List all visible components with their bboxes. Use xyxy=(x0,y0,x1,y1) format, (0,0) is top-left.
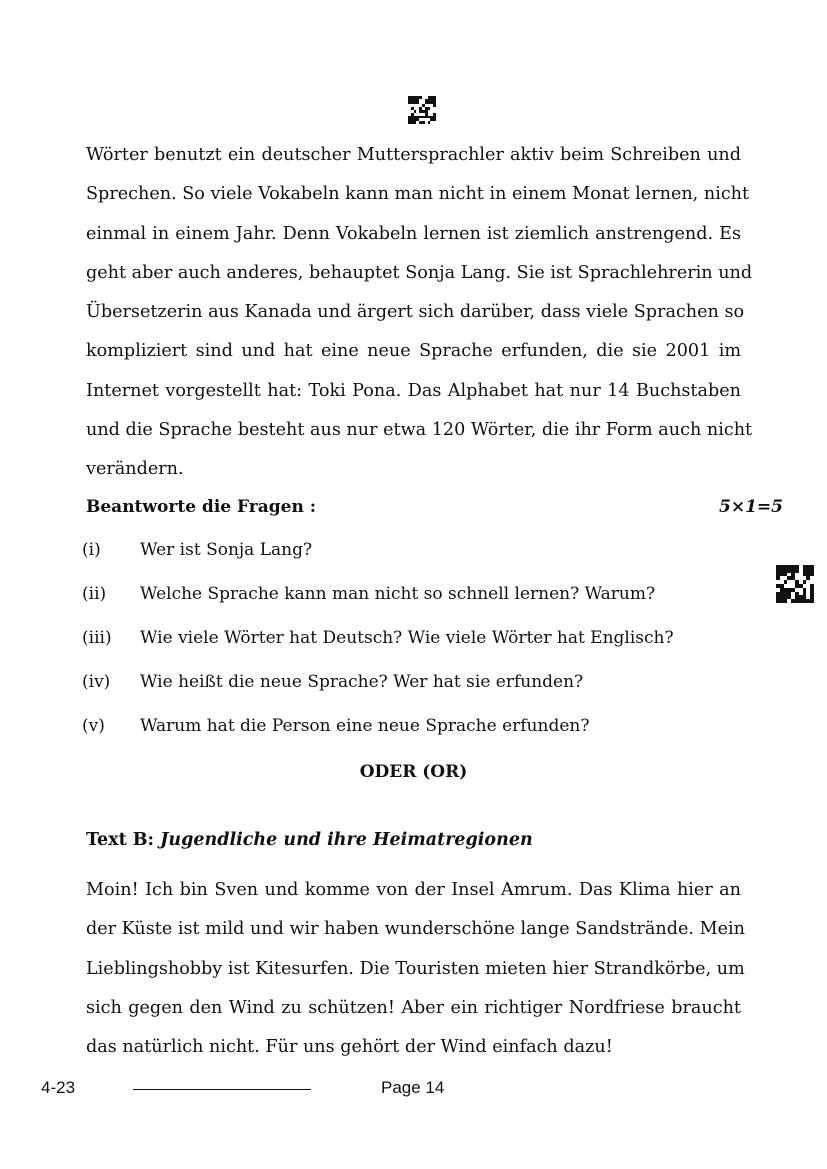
passage-a-line: Wörter benutzt ein deutscher Muttersprachler aktiv beim Schreiben und xyxy=(86,145,741,165)
passage-b-line: Lieblingshobby ist Kitesurfen. Die Touristen mieten hier Strandkörbe, um xyxy=(86,958,745,979)
text-b-title: Jugendliche und ihre Heimatregionen xyxy=(160,830,533,850)
question-text: Wie heißt die neue Sprache? Wer hat sie erfunden? xyxy=(140,672,584,692)
question-item xyxy=(82,716,732,760)
page-number: Page 14 xyxy=(381,1078,445,1097)
text-b-heading xyxy=(86,830,533,850)
passage-a-line: und die Sprache besteht aus nur etwa 120 Wörter, die ihr Form auch nicht xyxy=(86,420,753,441)
text-b-label: Text B: xyxy=(86,830,155,850)
passage-b-line: sich gegen den Wind zu schützen! Aber ein richtiger Nordfriese braucht xyxy=(86,997,741,1018)
passage-a-line: einmal in einem Jahr. Denn Vokabeln lernen ist ziemlich anstrengend. Es xyxy=(86,223,741,244)
questions-list xyxy=(82,540,732,760)
question-text: Wer ist Sonja Lang? xyxy=(140,540,313,560)
oder-separator: ODER (OR) xyxy=(359,762,468,782)
qr-code-side xyxy=(776,565,814,603)
question-number: (iv) xyxy=(82,672,111,692)
marks-label: 5×1=5 xyxy=(719,497,783,517)
passage-a-line: Internet vorgestellt hat: Toki Pona. Das Alphabet hat nur 14 Buchstaben xyxy=(86,380,741,401)
passage-a-line: verändern. xyxy=(86,459,184,480)
question-number: (iii) xyxy=(82,628,112,648)
question-number: (i) xyxy=(82,540,101,560)
question-number: (ii) xyxy=(82,584,107,604)
questions-heading: Beantworte die Fragen : xyxy=(86,497,317,517)
question-item xyxy=(82,672,732,716)
question-number: (v) xyxy=(82,716,105,736)
passage-b-line: der Küste ist mild und wir haben wunderschöne lange Sandstrände. Mein xyxy=(86,919,745,940)
passage-a-line: geht aber auch anderes, behauptet Sonja Lang. Sie ist Sprachlehrerin und xyxy=(86,262,753,283)
passage-a-line: Sprechen. So viele Vokabeln kann man nicht in einem Monat lernen, nicht xyxy=(86,184,750,205)
question-item xyxy=(82,584,732,628)
passage-b-line: Moin! Ich bin Sven und komme von der Insel Amrum. Das Klima hier an xyxy=(86,880,741,900)
footer-divider xyxy=(133,1089,311,1090)
question-text: Wie viele Wörter hat Deutsch? Wie viele Wörter hat Englisch? xyxy=(140,628,674,648)
question-text: Welche Sprache kann man nicht so schnell lernen? Warum? xyxy=(140,584,656,604)
question-item xyxy=(82,540,732,584)
question-item xyxy=(82,628,732,672)
passage-a-line: Übersetzerin aus Kanada und ärgert sich darüber, dass viele Sprachen so xyxy=(86,302,745,323)
qr-code-top xyxy=(408,96,436,124)
passage-a-line: kompliziert sind und hat eine neue Sprache erfunden, die sie 2001 im xyxy=(86,341,741,362)
passage-b xyxy=(86,871,745,1067)
passage-b-line: das natürlich nicht. Für uns gehört der Wind einfach dazu! xyxy=(86,1037,613,1058)
passage-a xyxy=(86,136,753,490)
question-text: Warum hat die Person eine neue Sprache erfunden? xyxy=(140,716,590,736)
questions-heading-row xyxy=(86,497,783,517)
paper-code: 4-23 xyxy=(41,1078,76,1097)
